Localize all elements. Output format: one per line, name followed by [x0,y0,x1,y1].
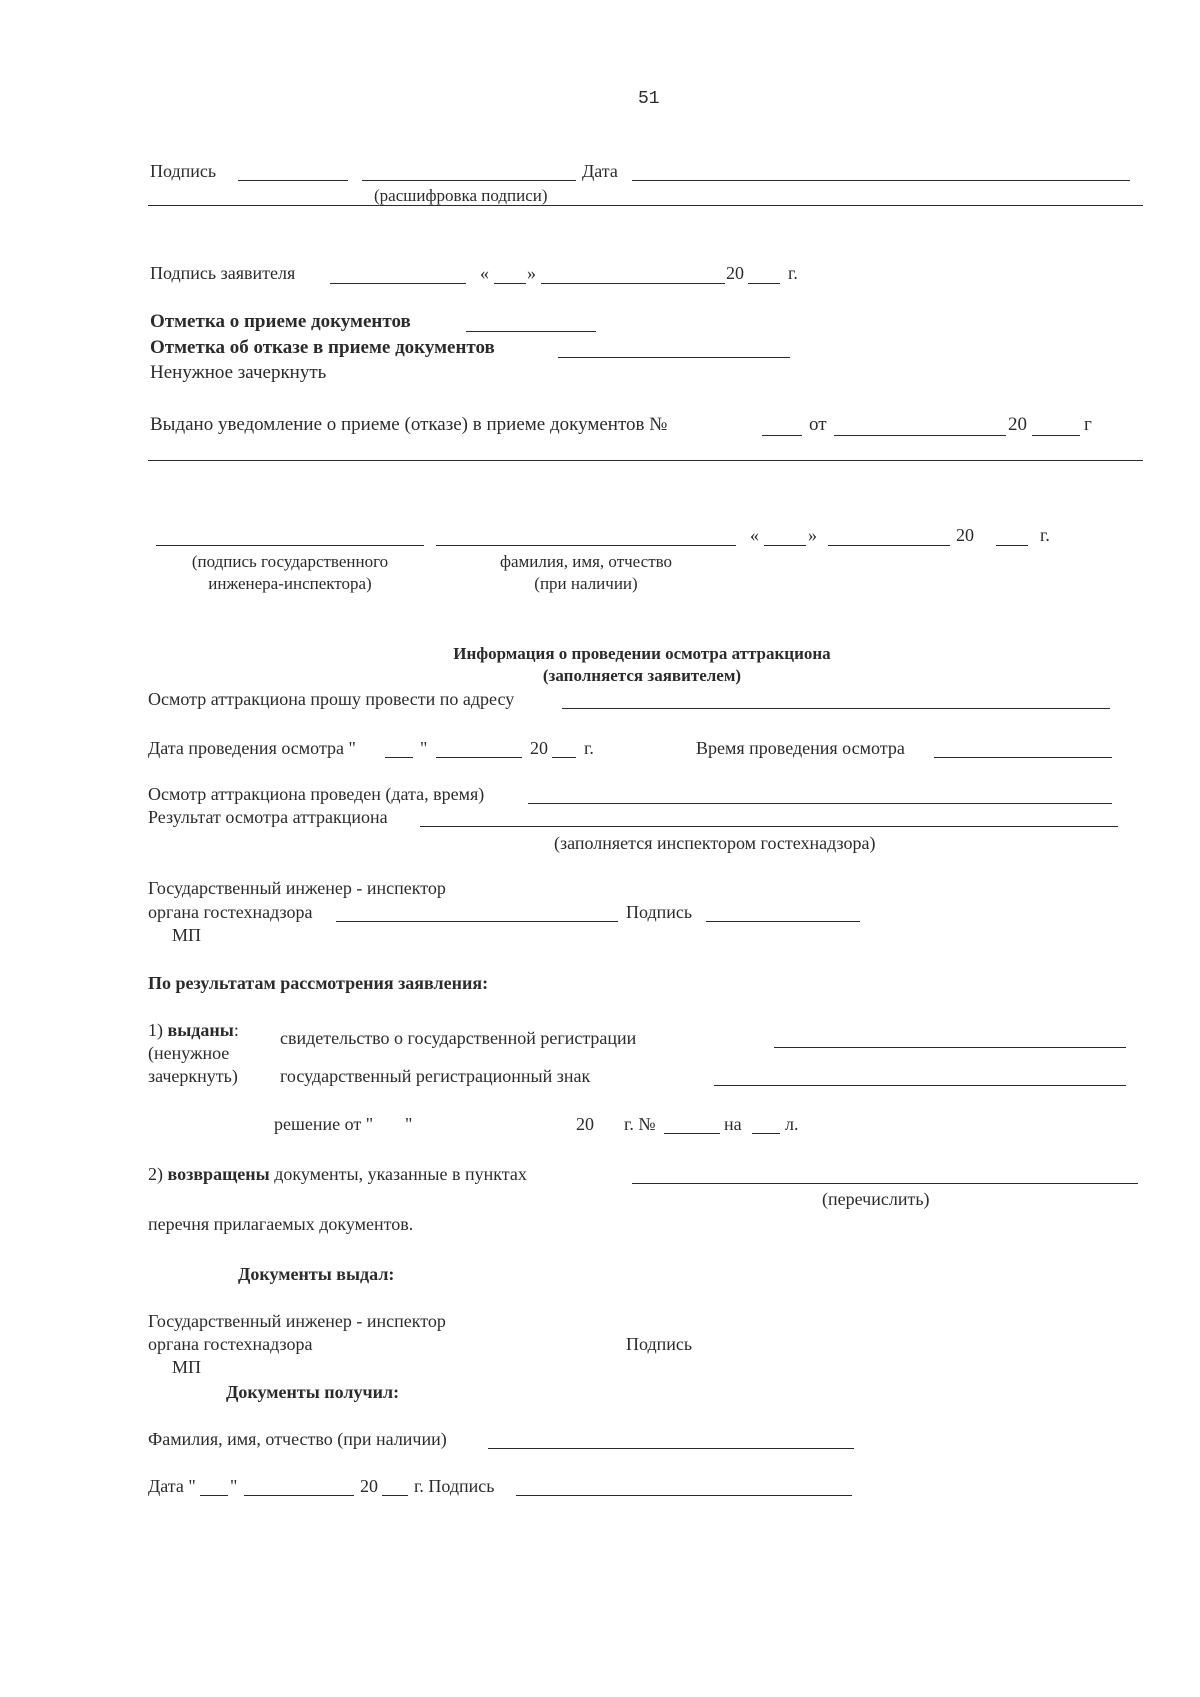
address-field[interactable] [562,708,1110,709]
date-field[interactable] [632,180,1130,181]
received-year-prefix: 20 [360,1476,378,1496]
notice-date-field[interactable] [834,435,1006,436]
accept-mark-label: Отметка о приеме документов [150,311,411,332]
inspection-result-caption: (заполняется инспектором гостехнадзора) [554,833,876,853]
issued-colon: : [233,1020,239,1040]
notice-year-suffix: г [1084,414,1092,435]
reject-mark-field[interactable] [558,357,790,358]
issued-by-line-2: органа гостехнадзора [148,1334,313,1354]
notice-year-prefix: 20 [1008,414,1027,435]
inspector-month-field[interactable] [828,545,950,546]
year-suffix: г. [788,263,798,283]
separator-line [148,460,1143,461]
signature-field[interactable] [238,180,348,181]
inspection-time-field[interactable] [934,757,1112,758]
decision-sheets-field[interactable] [752,1133,780,1134]
returned-items-field[interactable] [632,1183,1138,1184]
inspector-signature-label: Подпись [626,902,693,922]
inspector-day-field[interactable] [764,545,806,546]
quote-open: « [480,263,489,283]
address-label: Осмотр аттракциона прошу провести по адресу [148,689,515,709]
caption-signature-2: инженера-инспектора) [208,574,372,593]
year-prefix: 20 [956,525,974,545]
inspection-subtitle: (заполняется заявителем) [542,666,742,685]
accept-mark-field[interactable] [466,331,596,332]
inspection-title: Информация о проведении осмотра аттракциона [453,644,831,663]
stamp-label: МП [172,925,202,945]
page-number: 51 [638,89,660,109]
caption-signature-1: (подпись государственного [191,552,389,571]
year-prefix: 20 [726,263,744,283]
notice-from-label: от [809,414,827,435]
issued-number: 1) [148,1020,163,1040]
inspector-year-field[interactable] [996,545,1028,546]
inspection-done-label: Осмотр аттракциона проведен (дата, время) [148,784,485,804]
notice-year-field[interactable] [1032,435,1080,436]
issued-word: выданы [167,1020,234,1040]
received-by-heading: Документы получил: [226,1382,400,1402]
caption-name-2: (при наличии) [534,574,638,593]
strike-note: Ненужное зачеркнуть [150,362,327,383]
decision-label: решение от " [274,1114,374,1134]
decision-number-field[interactable] [664,1133,720,1134]
inspection-result-label: Результат осмотра аттракциона [148,807,388,827]
returned-label [148,1163,527,1185]
quote-close: » [808,525,817,545]
caption-name-1: фамилия, имя, отчество [499,552,673,571]
applicant-day-field[interactable] [494,283,526,284]
issued-by-heading: Документы выдал: [238,1264,395,1284]
received-year-field[interactable] [382,1495,408,1496]
inspection-result-field[interactable] [420,826,1118,827]
received-year-suffix: г. Подпись [414,1476,495,1496]
applicant-year-field[interactable] [748,283,780,284]
decision-quote: " [405,1114,413,1134]
received-name-field[interactable] [488,1448,854,1449]
quote-open: « [750,525,759,545]
signature-label: Подпись [150,161,217,181]
decision-sheets: л. [785,1114,799,1134]
returned-word: возвращены [167,1164,270,1184]
signature-decoding-field[interactable] [362,180,576,181]
inspection-year-field[interactable] [552,757,576,758]
inspection-done-field[interactable] [528,803,1112,804]
quote-close: » [527,263,536,283]
decision-on: на [724,1114,742,1134]
inspector-line-2: органа гостехнадзора [148,902,313,922]
inspection-time-label: Время проведения осмотра [696,738,905,758]
applicant-month-field[interactable] [541,283,725,284]
received-month-field[interactable] [244,1495,354,1496]
inspection-date-label: Дата проведения осмотра " [148,738,356,758]
issued-by-stamp: МП [172,1357,202,1377]
decision-year: 20 [576,1114,594,1134]
inspector-name-field[interactable] [436,545,736,546]
decision-number-label: г. № [624,1114,656,1134]
notice-text: Выдано уведомление о приеме (отказе) в приеме документов № [150,414,668,435]
returned-caption: (перечислить) [822,1189,930,1209]
separator-line [148,205,1143,206]
returned-rest: документы, указанные в пунктах [274,1164,527,1184]
issued-label [148,1019,239,1041]
inspection-month-field[interactable] [436,757,522,758]
received-date-quote: " [230,1476,238,1496]
notice-number-field[interactable] [762,435,802,436]
applicant-signature-label: Подпись заявителя [150,263,296,283]
inspector-signature-field[interactable] [156,545,424,546]
received-name-label: Фамилия, имя, отчество (при наличии) [148,1429,447,1449]
received-date-label: Дата " [148,1476,196,1496]
plate-field[interactable] [714,1085,1126,1086]
received-day-field[interactable] [200,1495,228,1496]
issued-by-signature-label: Подпись [626,1334,693,1354]
received-signature-field[interactable] [516,1495,852,1496]
returned-tail: перечня прилагаемых документов. [148,1214,414,1234]
inspection-year-prefix: 20 [530,738,548,758]
date-label: Дата [582,161,618,181]
results-heading: По результатам рассмотрения заявления: [148,973,489,993]
inspection-day-field[interactable] [385,757,413,758]
reject-mark-label: Отметка об отказе в приеме документов [150,337,495,358]
decoding-caption: (расшифровка подписи) [374,186,548,205]
issued-by-line-1: Государственный инженер - инспектор [148,1311,446,1331]
item-certificate: свидетельство о государственной регистрации [280,1028,637,1048]
year-suffix: г. [1040,525,1050,545]
applicant-signature-field[interactable] [330,283,466,284]
strike-note-1: (ненужное [148,1043,230,1063]
inspector-signature-field[interactable] [706,921,860,922]
inspector-org-field[interactable] [336,921,618,922]
strike-note-2: зачеркнуть) [148,1066,238,1086]
inspection-date-quote: " [420,738,428,758]
inspection-year-suffix: г. [584,738,594,758]
item-plate: государственный регистрационный знак [280,1066,591,1086]
inspector-line-1: Государственный инженер - инспектор [148,878,446,898]
certificate-field[interactable] [774,1047,1126,1048]
returned-number: 2) [148,1164,163,1184]
